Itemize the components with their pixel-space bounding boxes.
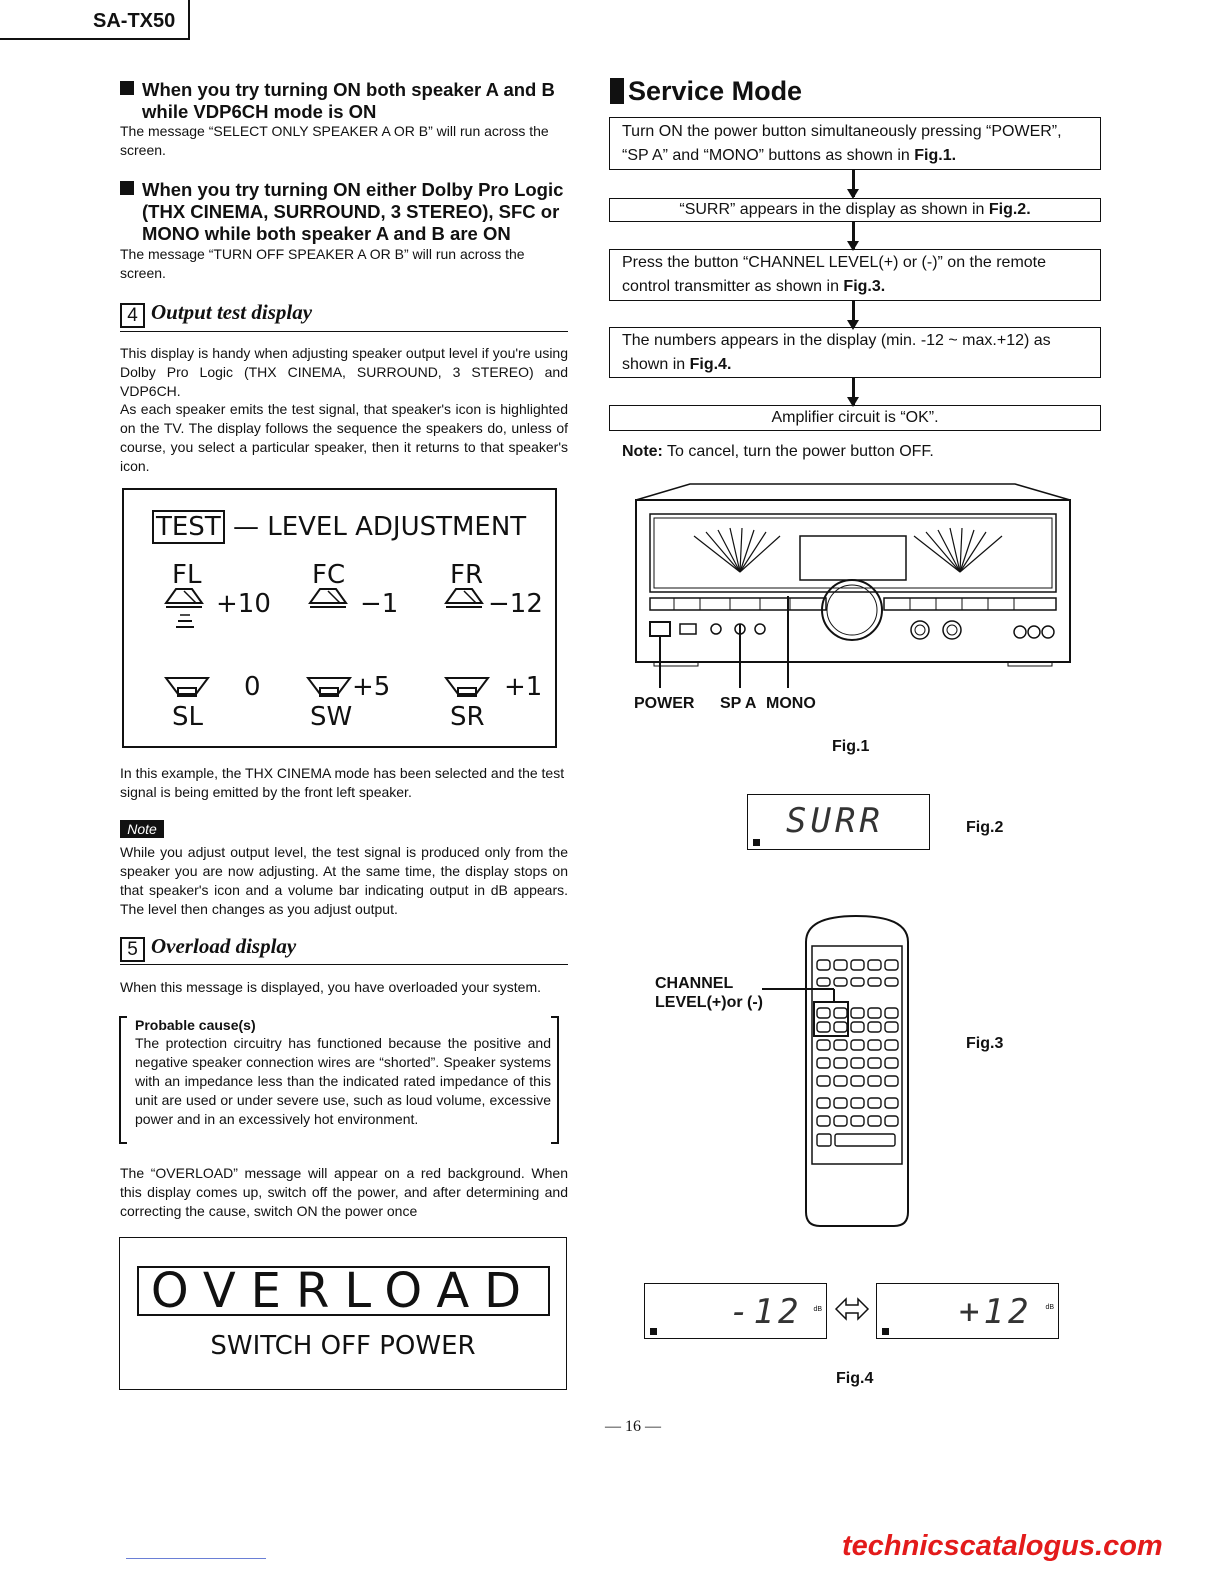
step-1-text: Turn ON the power button simultaneously pressing “POWER”, “SP A” and “MONO” buttons as shown in	[622, 123, 1062, 164]
warning-heading-1	[120, 79, 570, 123]
fig1-label-mono: MONO	[766, 695, 816, 712]
section-4-para1: This display is handy when adjusting speaker output level if you're using Dolby Pro Logic (THX CINEMA, SURROUND, 3 STEREO) and VDP6CH.	[120, 345, 568, 399]
page-number: — 16 —	[605, 1418, 661, 1435]
note-text: To cancel, turn the power button OFF.	[662, 443, 934, 460]
section-4-title: Output test display	[151, 300, 313, 324]
fig4-lcd-left-text: -12	[729, 1292, 803, 1332]
fig4-lcd-right	[876, 1283, 1059, 1339]
test-display-title	[152, 512, 526, 542]
step-4-ref: Fig.4	[689, 356, 727, 373]
note-badge: Note	[120, 820, 164, 838]
section-5-rule	[120, 964, 568, 965]
note-body: While you adjust output level, the test signal is produced only from the speaker you are now adjusting. At the same time, the display stops on that speaker's icon and a volume bar indicating output in dB appears. The level then changes as you adjust output.	[120, 844, 568, 917]
speaker-level-fc: −1	[360, 589, 399, 619]
fig4-lcd-left	[644, 1283, 827, 1339]
service-step-4	[609, 327, 1101, 378]
section-5-heading	[120, 934, 296, 962]
down-arrow-icon	[852, 378, 855, 405]
speaker-name-sl: SL	[172, 702, 203, 732]
service-step-3	[609, 249, 1101, 301]
warning-1-body: The message “SELECT ONLY SPEAKER A OR B” will run across the screen.	[120, 123, 549, 158]
step-2-post: .	[1026, 201, 1031, 218]
speaker-name-fc: FC	[312, 560, 346, 590]
probable-cause-title: Probable cause(s)	[135, 1017, 256, 1033]
model-tag	[0, 0, 190, 40]
lcd-indicator-icon	[882, 1328, 889, 1335]
probable-cause-body: The protection circuitry has functioned because the positive and negative speaker connection wires are “shorted”. Speaker systems with an impedance less than the indicated rated impedance of this unit are used or under severe use, such as loud volume, excessive power and in an excessively hot environment.	[135, 1035, 551, 1127]
down-arrow-icon	[852, 301, 855, 328]
service-mode-title: Service Mode	[628, 76, 803, 106]
section-5-number: 5	[120, 937, 145, 962]
fig4-db-left: dB	[813, 1306, 822, 1313]
fig1-label-power: POWER	[634, 695, 695, 712]
speaker-fl-icon	[164, 587, 214, 647]
down-arrow-icon	[852, 222, 855, 249]
footer-site-link[interactable]: technicscatalogus.com	[842, 1530, 1163, 1562]
fig3-callout-line1: CHANNEL	[655, 975, 734, 992]
step-4-post: .	[726, 356, 732, 373]
fig1-caption: Fig.1	[832, 738, 870, 755]
fig3-callout	[655, 974, 763, 1012]
step-2-text: “SURR” appears in the display as shown in	[679, 201, 989, 218]
fig4-db-right: dB	[1045, 1304, 1054, 1311]
down-arrow-icon	[852, 170, 855, 197]
section-4-heading	[120, 300, 312, 328]
fig2-caption: Fig.2	[966, 819, 1004, 836]
step-2-ref: Fig.2	[988, 201, 1027, 218]
fig4-caption: Fig.4	[836, 1370, 874, 1387]
speaker-sr-icon	[444, 676, 490, 700]
step-3-ref: Fig.3	[843, 278, 881, 295]
section-5-title: Overload display	[151, 934, 297, 958]
speaker-name-fr: FR	[450, 560, 484, 590]
fig2-lcd-text: SURR	[786, 801, 884, 841]
warning-1-title: When you try turning ON both speaker A and B while VDP6CH mode is ON	[142, 79, 555, 122]
switch-off-power-label: SWITCH OFF POWER	[210, 1331, 476, 1361]
step-1-post: .	[951, 147, 957, 164]
fig3-callout-line2: LEVEL(+)or (-)	[655, 994, 763, 1011]
speaker-level-sl: 0	[244, 672, 261, 702]
note-label: Note:	[622, 443, 663, 460]
speaker-level-fl: +10	[216, 589, 271, 619]
speaker-name-sw: SW	[310, 702, 353, 732]
warning-2-title: When you try turning ON either Dolby Pro Logic (THX CINEMA, SURROUND, 3 STEREO), SFC or MONO while both speaker A and B are ON	[142, 179, 564, 244]
overload-display	[119, 1237, 567, 1390]
lcd-indicator-icon	[650, 1328, 657, 1335]
fig4-lcd-right-text: +12	[959, 1292, 1033, 1332]
section-4-para2: As each speaker emits the test signal, that speaker's icon is highlighted on the TV. The display follows the sequence the speakers do, unless of course, you select a particular speaker, then it returns to that speaker's icon.	[120, 401, 568, 474]
step-3-text: Press the button “CHANNEL LEVEL(+) or (-)” on the remote control transmitter as shown in	[622, 254, 1047, 295]
footer-rule	[126, 1558, 266, 1559]
bracket-right	[551, 1016, 559, 1144]
step-3-post: .	[880, 278, 886, 295]
lcd-indicator-icon	[753, 839, 760, 846]
square-bullet-icon	[120, 181, 134, 195]
overload-word: OVERLOAD	[137, 1266, 550, 1316]
warning-heading-2	[120, 179, 570, 245]
speaker-name-fl: FL	[172, 560, 202, 590]
bidirectional-arrow-icon	[834, 1296, 870, 1322]
channel-level-leader-line	[762, 985, 842, 1005]
probable-cause-box	[119, 1016, 559, 1144]
receiver-front-panel-illustration	[630, 480, 1075, 690]
service-step-2	[609, 198, 1101, 222]
speaker-level-fr: −12	[488, 589, 543, 619]
test-level-display	[122, 488, 557, 748]
fig2-lcd-display	[747, 794, 930, 850]
step-1-ref: Fig.1	[914, 147, 952, 164]
section-4-number: 4	[120, 303, 145, 328]
speaker-level-sw: +5	[352, 672, 391, 702]
speaker-fc-icon	[308, 587, 352, 613]
section-5-after: The “OVERLOAD” message will appear on a red background. When this display comes up, switch off the power, and after determining and correcting the cause, switch ON the power once	[120, 1165, 568, 1219]
service-mode-heading	[610, 76, 802, 107]
warning-2-body: The message “TURN OFF SPEAKER A OR B” will run across the screen.	[120, 246, 525, 281]
section-5-intro: When this message is displayed, you have overloaded your system.	[120, 979, 541, 995]
speaker-fr-icon	[444, 587, 488, 613]
square-bullet-icon	[120, 81, 134, 95]
step-4-text: The numbers appears in the display (min. -12 ~ max.+12) as shown in	[622, 332, 1051, 373]
fig1-label-spa: SP A	[720, 695, 757, 712]
model-number: SA-TX50	[93, 10, 176, 32]
example-caption: In this example, the THX CINEMA mode has been selected and the test signal is being emitted by the front left speaker.	[120, 765, 565, 800]
speaker-sl-icon	[164, 676, 210, 700]
service-step-1	[609, 117, 1101, 170]
service-note	[622, 443, 934, 461]
section-4-rule	[120, 331, 568, 332]
remote-control-illustration	[800, 912, 915, 1230]
step-5-text: Amplifier circuit is “OK”.	[771, 409, 939, 426]
square-bullet-icon	[610, 78, 624, 104]
level-adjustment-label: — LEVEL ADJUSTMENT	[232, 512, 527, 542]
speaker-name-sr: SR	[450, 702, 485, 732]
bracket-left	[119, 1016, 127, 1144]
speaker-level-sr: +1	[504, 672, 543, 702]
speaker-sw-icon	[306, 676, 352, 700]
test-word: TEST	[152, 510, 225, 544]
fig3-caption: Fig.3	[966, 1035, 1004, 1052]
service-step-5	[609, 405, 1101, 431]
